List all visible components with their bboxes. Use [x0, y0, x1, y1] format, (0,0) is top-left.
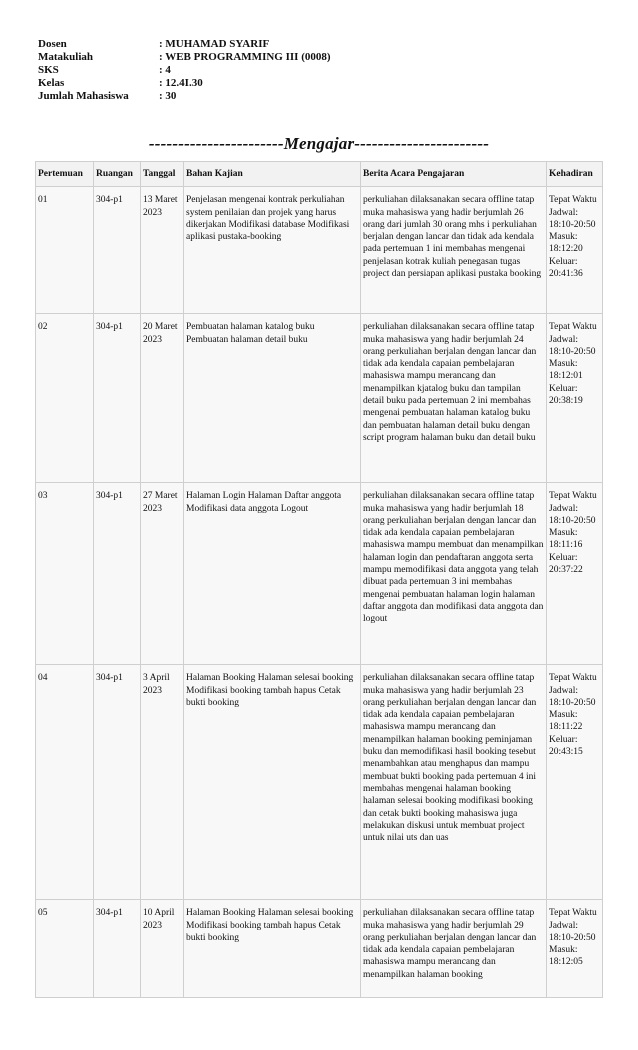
course-info — [38, 38, 331, 103]
info-label: Matakuliah — [38, 51, 94, 63]
cell-bahan-kajian: Halaman Login Halaman Daftar anggota Modifikasi data anggota Logout — [184, 483, 361, 665]
cell-tanggal: 3 April 2023 — [141, 665, 184, 900]
cell-bahan-kajian: Halaman Booking Halaman selesai booking Modifikasi booking tambah hapus Cetak bukti booking — [184, 665, 361, 900]
cell-kehadiran: Tepat Waktu Jadwal: 18:10-20:50 Masuk: 18:12:20 Keluar: 20:41:36 — [547, 187, 603, 314]
header-pertemuan: Pertemuan — [36, 162, 94, 187]
info-value: : WEB PROGRAMMING III (0008) — [159, 51, 331, 63]
header-tanggal: Tanggal — [141, 162, 184, 187]
table-row — [36, 314, 603, 483]
cell-ruangan: 304-p1 — [94, 483, 141, 665]
cell-kehadiran: Tepat Waktu Jadwal: 18:10-20:50 Masuk: 18:12:05 — [547, 900, 603, 998]
header-kehadiran: Kehadiran — [547, 162, 603, 187]
table-row — [36, 665, 603, 900]
cell-pertemuan: 01 — [36, 187, 94, 314]
section-heading: -----------------------Mengajar----------------------- — [148, 134, 490, 153]
table-row — [36, 900, 603, 998]
cell-pertemuan: 04 — [36, 665, 94, 900]
info-label: Kelas — [38, 77, 65, 89]
info-value: : 4 — [159, 64, 171, 76]
header-berita-acara: Berita Acara Pengajaran — [361, 162, 547, 187]
cell-bahan-kajian: Penjelasan mengenai kontrak perkuliahan system penilaian dan projek yang harus dikerjakan Modifikasi database Modifikasi aplikasi pustaka-booking — [184, 187, 361, 314]
cell-ruangan: 304-p1 — [94, 187, 141, 314]
cell-berita-acara: perkuliahan dilaksanakan secara offline tatap muka mahasiswa yang hadir berjumlah 29 orang perkuliahan berjalan dengan lancar dan tidak ada kendala capaian pembelajaran mahasiswa mampu merancang dan menampilkan halaman booking — [361, 900, 547, 998]
table-row — [36, 483, 603, 665]
info-label: SKS — [38, 64, 59, 76]
cell-bahan-kajian: Halaman Booking Halaman selesai booking Modifikasi booking tambah hapus Cetak bukti booking — [184, 900, 361, 998]
cell-berita-acara: perkuliahan dilaksanakan secara offline tatap muka mahasiswa yang hadir berjumlah 18 orang perkuliahan berjalan dengan lancar dan tidak ada kendala capaian pembelajaran mahasiswa mampu membuat dan menampilkan halaman login dan pendaftaran anggota serta mampu memodifikasi data anggota yang telah dibuat pada pertemuan 3 ini membahas mengenai pembuatan halaman login halaman daftar anggota dan modifikasi data anggota dan logout — [361, 483, 547, 665]
cell-ruangan: 304-p1 — [94, 900, 141, 998]
cell-bahan-kajian: Pembuatan halaman katalog buku Pembuatan halaman detail buku — [184, 314, 361, 483]
cell-kehadiran: Tepat Waktu Jadwal: 18:10-20:50 Masuk: 18:11:22 Keluar: 20:43:15 — [547, 665, 603, 900]
cell-berita-acara: perkuliahan dilaksanakan secara offline tatap muka mahasiswa yang hadir berjumlah 26 orang dari jumlah 30 orang mhs i perkuliahan berjalan dengan lancar dan tidak ada kendala pada pertemuan 1 ini membahas mengenai penjelasan kotrak kuliah penegasan tugas project dan persiapan aplikasi pustaka booking — [361, 187, 547, 314]
info-value: : 12.4I.30 — [159, 77, 203, 89]
cell-tanggal: 13 Maret 2023 — [141, 187, 184, 314]
info-value: : MUHAMAD SYARIF — [159, 38, 270, 50]
cell-pertemuan: 02 — [36, 314, 94, 483]
cell-pertemuan: 05 — [36, 900, 94, 998]
header-ruangan: Ruangan — [94, 162, 141, 187]
cell-tanggal: 20 Maret 2023 — [141, 314, 184, 483]
cell-tanggal: 10 April 2023 — [141, 900, 184, 998]
header-bahan-kajian: Bahan Kajian — [184, 162, 361, 187]
info-row-dosen — [38, 38, 331, 51]
cell-ruangan: 304-p1 — [94, 665, 141, 900]
info-row-kelas — [38, 77, 331, 90]
info-label: Jumlah Mahasiswa — [38, 90, 129, 102]
info-label: Dosen — [38, 38, 67, 50]
cell-ruangan: 304-p1 — [94, 314, 141, 483]
teaching-table — [35, 161, 603, 998]
cell-kehadiran: Tepat Waktu Jadwal: 18:10-20:50 Masuk: 18:12:01 Keluar: 20:38:19 — [547, 314, 603, 483]
cell-berita-acara: perkuliahan dilaksanakan secara offline tatap muka mahasiswa yang hadir berjumlah 24 orang perkuliahan berjalan dengan lancar dan tidak ada kendala capaian pembelajaran mahasiswa mampu merancang dan menampilkan kjatalog buku dan tampilan detail buku pada pertemuan 2 ini membahas mengenai pembuatan halaman katalog buku dan pembuatan halaman detail buku dengan script program halaman buku dan detail buku — [361, 314, 547, 483]
cell-kehadiran: Tepat Waktu Jadwal: 18:10-20:50 Masuk: 18:11:16 Keluar: 20:37:22 — [547, 483, 603, 665]
table-header-row — [36, 162, 603, 187]
cell-tanggal: 27 Maret 2023 — [141, 483, 184, 665]
info-row-matakuliah — [38, 51, 331, 64]
info-row-sks — [38, 64, 331, 77]
info-value: : 30 — [159, 90, 177, 102]
cell-berita-acara: perkuliahan dilaksanakan secara offline tatap muka mahasiswa yang hadir berjumlah 23 orang perkuliahan berjalan dengan lancar dan tidak ada kendala capaian pembelajaran mahasiswa mampu merancang dan menampilkan halaman booking peminjaman buku dan memodifikasi hasil booking tesebut menambahkan atau menghapus dan mampu membuat bukti booking pada pertemuan 4 ini membahas mengenai halaman booking halaman selesai booking modifikasi booking dan cetak bukti booking mahasiswa juga melakukan diskusi untuk membuat project untuk nilai uts dan uas — [361, 665, 547, 900]
info-row-jumlah-mahasiswa — [38, 90, 331, 103]
cell-pertemuan: 03 — [36, 483, 94, 665]
table-row — [36, 187, 603, 314]
